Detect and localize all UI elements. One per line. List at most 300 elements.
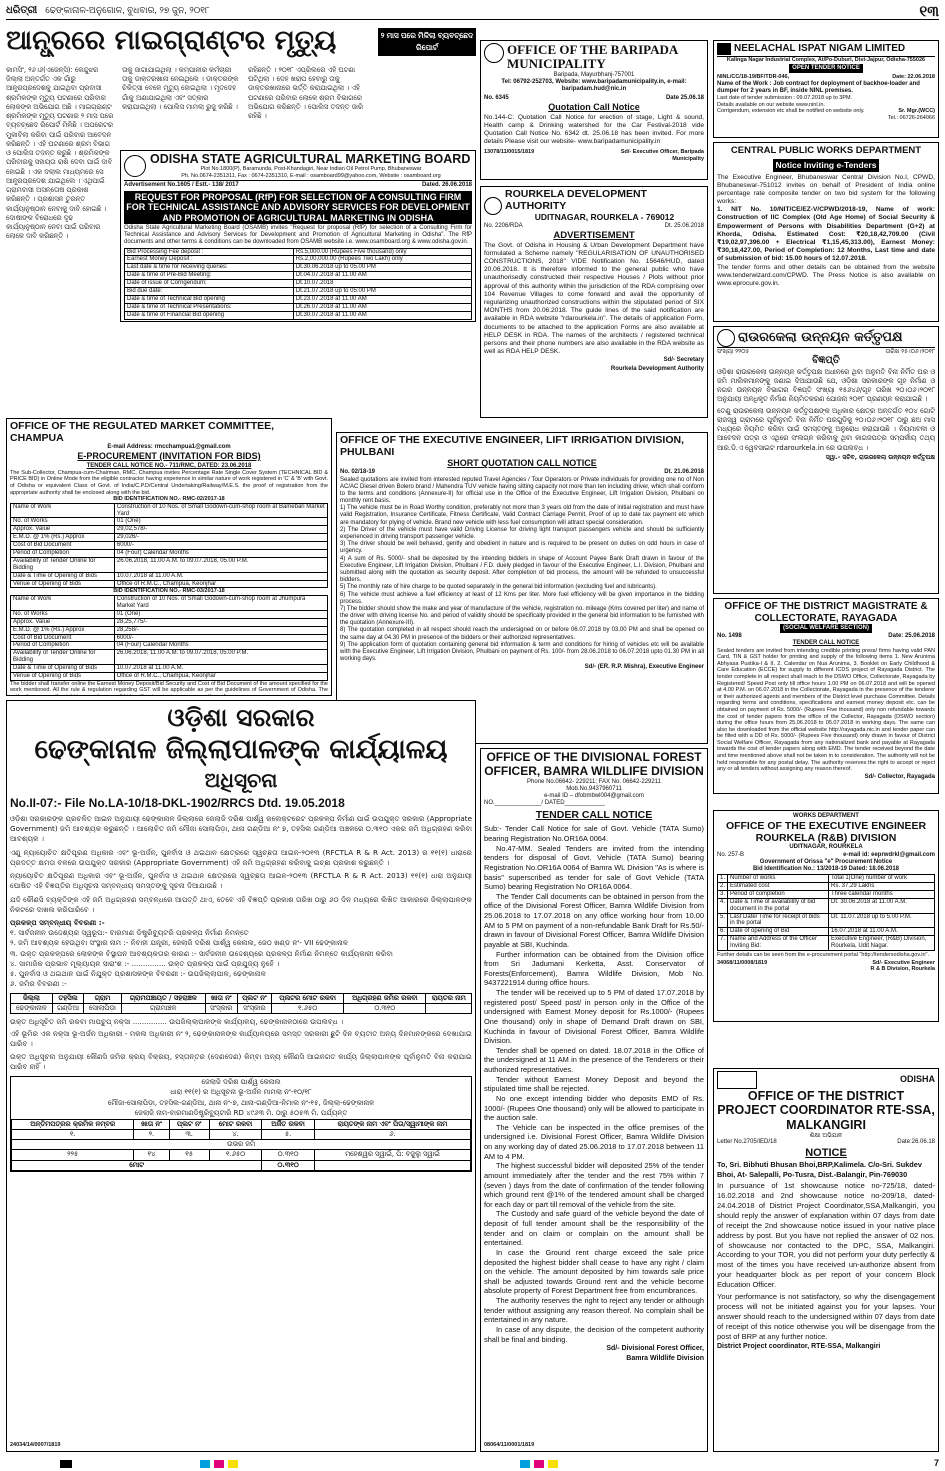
dkl-land-cell-0: ଢେଙ୍କାନାଳ xyxy=(11,1003,53,1013)
rmc-t2-row xyxy=(11,634,328,642)
dkl-land-head-7: ଅଧିଗ୍ରହଣ ଜମିର ରକବା xyxy=(344,993,426,1003)
osamb-table-row xyxy=(125,256,472,264)
rnb-bid: Bid Identification No.: 13/2018-19 Dated: 18.06.2018 xyxy=(752,865,900,872)
rnb-table-row xyxy=(718,898,935,913)
dkl-project-heading: ପ୍ରକଳ୍ପ ସମ୍ବନ୍ଧୀୟ ବିବରଣୀ :- xyxy=(10,917,105,927)
rmc-t1-cell-1: 29,02,578/- xyxy=(114,526,327,534)
rnb-table-row xyxy=(718,913,935,928)
dkl-land-cell-8 xyxy=(426,1003,472,1013)
rnb-table-cell-1: Last Date/ Time for receipt of bids in the portal xyxy=(728,913,829,928)
rmc-t1-row xyxy=(11,580,328,588)
rmc-t2-row xyxy=(11,618,328,626)
rmc-intro: The Sub-Collector, Champua-cum-Chairman, RMC, Champua invites Percentage Rate Single Cover System (TECHNICAL BID & PRICE BID) in Online Mode from the eligible contractor having experience in similar nature of work registered in 'C' & 'B' with Govt. of Odisha or equivalent Class of Govt. of India/C.P.D/Central Undertaking/Railway/M.E.S. the proof of registration from the appropriate authority shall be enclosed along with the bid. xyxy=(10,469,328,496)
rnb-table-cell-0: 4. xyxy=(718,898,728,913)
rnb-table-cell-0: 2. xyxy=(718,882,728,890)
rayagada-no: No. 1498 xyxy=(717,633,742,640)
bamra-paragraph: In case of any dispute, the decision of the competent authority shall be final and binding. xyxy=(484,1324,704,1344)
neelachal-title: NEELACHAL ISPAT NIGAM LIMITED xyxy=(734,43,906,54)
bamra-paragraph: No one except intending bidder who deposits EMD of Rs. 1000/- (Rupees One thousand) only will be allowed to participate in the auction sale. xyxy=(484,1093,704,1123)
lift-point: 3) The driver should be well behaved, gently and obedient in nature and is required to be present on duties on odd hours in case of urgency. xyxy=(340,541,704,555)
dkl-project-item: ୫. ପୁନର୍ବାସ ଓ ଥଇଥାନ ପାଇଁ ନିଯୁକ୍ତ ପ୍ରଶାସକଙ୍କ ବିବରଣୀ :- ଉପଜିଲ୍ଲାପାଳ, ଢେଙ୍କାନାଳ xyxy=(10,969,266,979)
rmc-t2-cell-0: Venue of Opening of Bids xyxy=(11,672,115,680)
rda-sign2: Rourkela Development Authority xyxy=(610,365,704,372)
rmc-t1-row xyxy=(11,534,328,542)
rayagada-sub: (SOCIAL WELFARE SECTION) xyxy=(780,624,872,633)
osamb-table-cell-0: Date & time of Technical Presentations: xyxy=(125,303,294,311)
lift-point: 4) A sum of Rs. 5000/- shall be deposited by the intending bidders in shape of Account Payee Bank Draft drawn in favour of the Executive Engineer, Lift Irrigation Division, Phulbani / F.D. duely pledged in favour of the Executive Engineer, L.I. Division, Phulbani and submitted along with the quotation as security deposit. After completion of bid process, the amount will be refunded to unsuccessful bidders. xyxy=(340,555,704,584)
rmc-t1-cell-1: 10.07.2018 at 11.00 A.M. xyxy=(114,572,327,580)
dkl-sched-sub: ଉଭର ଜମି xyxy=(12,1140,471,1150)
cpwd-notice-label: Notice Inviting e-Tenders xyxy=(773,159,880,172)
lift-point: 6) The vehicle must achieve a fuel efficiency at least of 12 Kms per liter. More fuel efficiency will be given importance in the bidding process. xyxy=(340,591,704,605)
paper-logo: ଧରିତ୍ରୀ xyxy=(6,4,38,16)
rmc-t2-row xyxy=(11,665,328,673)
rnb-table-row xyxy=(718,928,935,936)
dkl-para-3: ନ୍ୟାୟୋଚିତ କ୍ଷତିପୂରଣ ଅଧିକାର ଏବଂ ଭୂ-ଅର୍ଜନ, ପୁନର୍ବାସ ଓ ଥଇଥାନ କ୍ଷେତ୍ରରେ ସ୍ୱଚ୍ଛତା ଆଇନ-୨୦୧୩ (RFCTLA R & R Act. 2013) ୧୧(୧) ଧାରା ଅନୁଯାୟୀ ଘୋଷିତ ଏହି ବିଜ୍ଞପ୍ତିର ଅଧିସୂଚନା ସମ୍ବନ୍ଧୀୟ ସମସ୍ତଙ୍କୁ ସୂଚନା ଦିଆଯାଉଛି । xyxy=(10,871,472,891)
dkl-notice: ଅଧିସୂଚନା xyxy=(204,768,278,792)
rmc-t2-cell-0: Approx. Value xyxy=(11,618,115,626)
rnb-foot: Further details can be seen from the e-procurement portal "http://tendersodisha.gov.in". xyxy=(717,951,929,958)
baripada-notice xyxy=(480,40,708,180)
rnb-table-cell-2: Three calendar months xyxy=(829,890,935,898)
dkl-sched-head-0: ଅନ୍ତିମପତ୍ରର କ୍ରମିକ ନମ୍ବର xyxy=(12,1119,134,1129)
dkl-schedule xyxy=(10,1076,472,1172)
dkl-land-head-2: ଗ୍ରାମ xyxy=(84,993,121,1003)
neelachal-date: Date: 22.06.2018 xyxy=(892,74,935,81)
baripada-title: OFFICE OF THE BARIPADA MUNICIPALITY xyxy=(507,42,678,72)
rmc-t1-cell-1: 29,026/- xyxy=(114,534,327,542)
rmc-email: E-mail Address: rmcchampua1@gmail.com xyxy=(107,444,231,451)
reg-cyan xyxy=(200,1460,210,1468)
rmc-t2-cell-0: Period of Completion xyxy=(11,642,115,650)
dkl-land-head-0: ଜିଲ୍ଲା xyxy=(11,993,53,1003)
color-registration-strip xyxy=(0,1458,945,1471)
osamb-address: Plot No.1800(P), Baramunda, Post-Khandagiri, Near Indian Oil Petrol Pump, Bhubaneswar xyxy=(200,166,422,173)
rkl-unnayan-notice xyxy=(713,326,939,594)
rnb-rourkela-notice xyxy=(713,810,939,1022)
neelachal-corr: Corrigendum, extension etc shall be notified on website only. xyxy=(717,108,865,115)
osamb-dated: Dated. 26.06.2018 xyxy=(421,182,472,189)
rnb-table-row xyxy=(718,875,935,883)
rmc-t2-row xyxy=(11,672,328,680)
rmc-t1-row xyxy=(11,557,328,572)
dkl-sched-head-5: ରାୟତଙ୍କ ନାମ ଏବଂ ପିତା/ସ୍ୱାମୀଙ୍କ ନାମ xyxy=(314,1119,470,1129)
dkl-para-4: ଯଦି କୌଣସି ବ୍ୟକ୍ତିଙ୍କ ଏହି ଜମି ଅଧିଗ୍ରହଣ ସମ୍ବନ୍ଧରେ ଆପତ୍ତି ଥାଏ, ତେବେ ଏହି ବିଜ୍ଞପ୍ତି ପ୍ରକାଶ ତାରିଖ ଠାରୁ ୬୦ ଦିନ ମଧ୍ୟରେ ଲିଖିତ ଆକାରରେ ଜିଲ୍ଲାପାଳଙ୍କ ନିକଟରେ ଦାଖଲ କରିପାରିବେ । xyxy=(10,894,472,914)
lift-date: Dt. 21.06.2018 xyxy=(664,469,704,476)
dkl-sched-h2: ଧାରା ୧୧(୧) ର ଅଧିସୂଚନା ଭୂ-ଅର୍ଜନ ମାମଲା ନଂ-୧୦/୧୮ xyxy=(170,1088,312,1097)
rmc-t2-row xyxy=(11,642,328,650)
rnb-table-cell-2: Dt. 30.06.2018 at 11.00 A.M. xyxy=(829,898,935,913)
rmc-t2-cell-0: Availability of Tender Online for Bidding xyxy=(11,650,115,665)
rnb-table-cell-0: 3. xyxy=(718,890,728,898)
dkl-land-cell-4: ସଂସ୍କାର xyxy=(205,1003,237,1013)
osamb-table-cell-0: Date & time of Financial Bid opening xyxy=(125,311,294,319)
dkl-sched-h3: ମୌଜା-ସୋଲାପିଡ଼ା, ତହସିଲ-ଗଣ୍ଡିଆ, ଥାନା ନଂ-୭, ଥାନା-ଗଣ୍ଡିଆ-ନିମାଲ ନଂ-୧୫, ଜିଲ୍ଲା-ଢେଙ୍କାନାଳ xyxy=(107,1098,375,1107)
malk-letter: Letter No.2705/IED/18 xyxy=(717,1139,777,1146)
baripada-body: No.144-C: Quotation Call Notice for erection of stage, Light & sound, Health camp & Drinking watershed for the Car Festival-2018 vide Quotation Call Notice No. 6342 dt. 25.06.18 has been invited. For more details Please visit our website- www.baripadamunicipality.in xyxy=(484,113,704,146)
rmc-t2-cell-1: 01 (One) xyxy=(114,610,327,618)
dkl-sched-idx-5: ୬. xyxy=(314,1130,470,1140)
rda-sign1: Sd/- Secretary xyxy=(663,357,704,364)
rmc-t1-cell-0: Date & Time of Opening of Bids xyxy=(11,572,115,580)
rmc-t1-row xyxy=(11,503,328,518)
rkl-no: ସଂଖ୍ୟା ୨୨୦୫ xyxy=(717,348,750,355)
osamb-table-row xyxy=(125,264,472,272)
rnb-table-row xyxy=(718,936,935,951)
rmc-t1-cell-0: Venue of Opening of Bids xyxy=(11,580,115,588)
lift-irrigation-notice xyxy=(336,432,708,744)
dkl-para-2: ଏଣୁ ନ୍ୟାୟୋଚିତ କ୍ଷତିପୂରଣ ଅଧିକାର ଏବଂ ଭୂ-ଅର୍ଜନ, ପୁନର୍ବାସ ଓ ଥଇଥାନ କ୍ଷେତ୍ରରେ ସ୍ୱଚ୍ଛତା ଆଇନ-୨୦୧୩ (RFCTLA R & R Act. 2013) ର ୧୧(୧) ଧାରାରେ ପ୍ରଦତ୍ତ କ୍ଷମତା ବଳରେ ଉପଯୁକ୍ତ ସରକାର (Appropriate Government) ଏହି ଜମି ଅଧିଗ୍ରହଣ କରିବାକୁ ଇଚ୍ଛା ପ୍ରକାଶ କରୁଛନ୍ତି । xyxy=(10,847,472,867)
malk-motto: ଶିକ୍ଷା ଅଭିଯାନ xyxy=(809,1132,843,1140)
lift-intro: Sealed quotations are invited from interested reputed Travel Agencies / Tour Operators or Private individuals for providing one no of Non AC/AC Diesel driven Bolero brand / Mahendra TUV vehicle having sitting capacity not more than ten including driver, which shall conform to the terms and conditions (Annexure-II) for official use in the Office of the Executive Engineer, Lift Irrigation Division, Phulbani on monthly rent basis. xyxy=(340,476,704,505)
rmc-t1-cell-1: 26.06.2018, 11.00 A.M. to 09.07.2018, 05.00 P.M. xyxy=(114,557,327,572)
dkl-sched-head-4: ଅର୍ଜିତ ରକବା xyxy=(262,1119,315,1129)
rda-body: The Govt. of Odisha in Housing & Urban Development Department have formulated a Scheme namely "REGULARISATION OF UNAUTHORISED CONSTRUCTIONS, 2018" VIDE Notification No. 15646/HUD, dated 20.06.2018. It is therefore informed to the general public who have unauthorisedly constructed their respective Houses / Plots without prior approval of this authority within the jurisdiction of the RDA comprising over 104 Revenue Villages to come forward and avail the opportunity of regularizing unauthorized constructions within the stipulated period of SIX MONTHS from 20.06.2018. The guide lines of the said notification are available in RDA website "rdarourkela.in". The details of application Form, documents to be attached to the application Forms are also available at HELP DESK in RDA. The names of the architects / registered technical persons and their phone numbers are also available in the RDA website as well as RDA HELP DESK. xyxy=(484,241,704,356)
rda-advertisement xyxy=(480,186,708,418)
rnb-table-cell-0: 6. xyxy=(718,928,728,936)
news-column-3: ରହିଛନ୍ତି । ୨୦୧୮ ଏପ୍ରିଲରେ ଏହି ଘଟଣା ଘଟିଥିଲା । ଦେହ ଖରାପ ହେବାରୁ ତାକୁ ଡାକ୍ତରଖାନାରେ ଭର୍ତ୍ତି କରାଯାଇଥିଲା । ଏହି ଘଟଣାରେ ପରିବାର ଲୋକେ ଶ୍ରମ ବିଭାଗରେ ଅଭିଯୋଗ କରିଛନ୍ତି । ପୋଲିସ ତଦନ୍ତ ଜାରି ରହିଛି । xyxy=(248,66,364,121)
baripada-no: No. 6345 xyxy=(484,95,509,102)
osamb-table-cell-1: Dt.30.06.2018 up to 05.00 PM xyxy=(293,264,471,272)
osamb-table-row xyxy=(125,303,472,311)
rmc-t1-cell-0: Availability of Tender Online for Bidding xyxy=(11,557,115,572)
malk-sign: District Project coordinator, RTE-SSA, Malkangiri xyxy=(717,1343,881,1351)
malk-body2: Your performance is not satisfactory, so why the disengagement process will not be initiated against you for your lapses. Your answer should reach to the undersigned within 07 days from date of receipt of this notice otherwise you will be disengage from the post of BRP at any further notice. xyxy=(717,1292,935,1341)
osamb-table-cell-0: Bid due date: xyxy=(125,288,294,296)
dkl-para-6: ଏହି ଭୂମିର ଏକ ନକ୍ସା ଭୂ-ଅର୍ଜନ ଅଧିକାରୀ - ମକଲ ଅଧିକାରୀ ନଂ ୨, ଢେଙ୍କାନାଳଙ୍କ କାର୍ଯ୍ୟାଳୟରେ ସମସ୍ତ ସରକାରୀ ଛୁଟି ଦିନ ବ୍ୟତୀତ ଅନ୍ୟ ଦିନମାନଙ୍କରେ ଦେଖାଯାଇ ପାରିବ । xyxy=(10,1029,472,1049)
dkl-sched-h4: ଜେଲାଜି ନାମ-ବାରମାଣଡିଷ୍ଟ୍ରିବ୍ୟୁଟାରି RD ୪୯୬୩ ମି. ଠାରୁ ୫୦୫୩ ମି. ପର୍ଯ୍ୟନ୍ତ xyxy=(134,1109,348,1118)
rmc-foot: The bidder shall transfer online the Earnest Money Deposit/Bid Security and Cost of Bid Document of the amount specified for the work mentioned. All the rule & regulation regarding GST will be applicable as per the guidelines of Government of Odisha. The xyxy=(10,680,328,694)
rnb-table-cell-1: Name and Address of the Officer Inviting Bid: xyxy=(728,936,829,951)
rkl-sign: ସ୍ୱା.- ସଚିବ, ରାଉରକେଲା ଉନ୍ନୟନ କର୍ତ୍ତୃପକ୍ଷ xyxy=(825,453,935,461)
rmc-t2-cell-1: Office of R.M.C., Champua, Keonjhar xyxy=(114,672,327,680)
bamra-title: OFFICE OF THE DIVISIONAL FOREST OFFICER, BAMRA WILDLIFE DIVISION xyxy=(484,750,704,778)
reg-magenta-2 xyxy=(534,1460,544,1468)
rmc-champua-notice xyxy=(6,418,332,696)
neelachal-work: Name of the Work : Job contract for deployment of backhoe-loader and dumper for 2 years in BF, inside NINL premises. xyxy=(717,80,920,95)
osamb-table-row xyxy=(125,295,472,303)
cpwd-body: The Executive Engineer, Bhubaneswar Central Division No.I, CPWD, Bhubaneswar-751012 invites on behalf of President of India online percentage rate composite tender on two bid system for the following works: xyxy=(717,173,935,206)
dkl-schedule-table xyxy=(11,1119,471,1171)
rnb-email: e-mail id: eeprwdrkl@gmail.com xyxy=(843,851,935,858)
dkl-para-1: ଓଡ଼ିଶା ସରକାରଙ୍କ ପ୍ରଚଳିତ ଆଇନ ଅନୁଯାୟୀ ଢେଙ୍କାନାଳ ଜିଲ୍ଲାରେ ଜେଲାଜି ଦରିଶ ପାର୍ଶ୍ୱ କଲେକ୍ଟରେଟ ପ୍ରକଳ୍ପ ନିର୍ମାଣ ପାଇଁ ଉପଯୁକ୍ତ ସରକାର (Appropriate Government) ଜମି ଆବଶ୍ୟକ କରୁଛନ୍ତି । ଆଲୋଚିତ ଜମି ମୌଜା ସୋଲାପିଡ଼ା, ଥାନା ଗଣ୍ଡିଆ ନଂ ୭, ତହସିଲ ଗଣ୍ଡିଆ ଅଞ୍ଚଳରେ ୦.୩୧୦ ଏକର ଜମି ଅଧିଗ୍ରହଣ କରିବା ଆବଶ୍ୟକ । xyxy=(10,814,472,844)
rmc-t1-cell-0: Approx. Value xyxy=(11,526,115,534)
rmc-t2-cell-0: Name of Work xyxy=(11,596,115,611)
news-headline: ଆନ୍ଧ୍ରରେ ମାଇଗ୍ରାଣ୍ଟର ମୃତ୍ୟୁ xyxy=(6,25,337,56)
osamb-table-cell-0: Last date & time for receiving queries: xyxy=(125,264,294,272)
bamra-paragraph: The Tender Call documents can be obtained in person from the office of the Divisional Forest Officer, Bamra Wildlife Division from 25.06.2018 to 17.07.2018 on any office working hour from 10.00 AM to 5 PM on payment of a non-refundable Bank Draft for Rs.50/- drawn in favour of Divisional Forest Officer, Bamra Wildlife Division payable at SBI, Kuchinda. xyxy=(484,891,704,949)
malk-date: Date:26.06.18 xyxy=(897,1139,935,1146)
dkl-project-item: ୪. ସାମାଜିକ ପ୍ରଭାବ ମୂଲ୍ୟାୟନ ସାରାଂଶ :- ............... ଉକ୍ତ ପ୍ରକଳ୍ପ ପାଇଁ ପ୍ରଯୁଜ୍ୟ ନୁହେଁ । xyxy=(10,958,280,968)
rkl-body1: ଓଡ଼ିଶା ରାଉରକେଲା ଉନ୍ନୟନ କର୍ତ୍ତୃପକ୍ଷ ଅଧୀନରେ ଥିବା ଅନୁମତି ବିନା ନିର୍ମିତ ଘର ଓ ଜମି ମାଲିକମାନଙ୍କୁ ଜଣାଇ ଦିଆଯାଉଛି ଯେ, ଓଡ଼ିଶା ସରକାରଙ୍କ ଗୃହ ନିର୍ମାଣ ଓ ନଗର ଉନ୍ନୟନ ବିଭାଗର ବିଜ୍ଞପ୍ତି ସଂଖ୍ୟା ୧୫୬୪୬/ଗୃହ ତାରିଖ ୨୦।୦୬।୨୦୧୮ ଅନୁଯାୟୀ ଅନଧିକୃତ ନିର୍ମାଣ ନିୟମିତକରଣ ଯୋଜନା ୨୦୧୮ ପ୍ରଣୟନ କରାଯାଇଛି । xyxy=(717,367,935,404)
osamb-table-row xyxy=(125,280,472,288)
rmc-t2-cell-1: 28,258/- xyxy=(114,626,327,634)
rmc-t2-cell-1: 28,25,775/- xyxy=(114,618,327,626)
bamra-paragraph: The authority reserves the right to reject any tender or although tender without assigning any reason thereof. No complain shall be entertained in any nature. xyxy=(484,1296,704,1325)
malk-heading: NOTICE xyxy=(805,1146,847,1159)
dkl-land-head-6: ପ୍ଲଟର ମୋଟ ରକବା xyxy=(272,993,344,1003)
rnb-table-row xyxy=(718,882,935,890)
dkl-project-item: ୨. ଜମି ଆବଶ୍ୟକ ହେଉଥିବା ସଂସ୍ଥାର ନାମ :- ନିବାହୀ ଯନ୍ତ୍ରୀ, ଜେଲାଜି ଦରିଶ ପାର୍ଶ୍ୱ କେନାଲ, ଜେଠ ଖଣ୍ଡ ନଂ- VII ଢେଙ୍କାନାଳ xyxy=(10,938,349,948)
rmc-t2-cell-1: 04 (Four) Calendar Months xyxy=(114,642,327,650)
dkl-para-5: ଉକ୍ତ ଅଧିସୂଚିତ ଜମି ରକବା ମାପଚୁପ୍ ନକ୍ସା ............... ଉପଜିଲ୍ଲାପାଳଙ୍କ କାର୍ଯ୍ୟାଳୟ, ଢେଙ୍କାନାଳଠାରେ ଉପଲବ୍ଧ । xyxy=(10,1016,344,1026)
rnb-table xyxy=(717,874,935,951)
dkl-land-table xyxy=(10,993,472,1014)
bamra-sign1: Sd/- Divisional Forest Officer, xyxy=(606,1345,704,1353)
rmc-t1-cell-0: Period of Completion xyxy=(11,550,115,558)
rmc-t2-cell-1: 10.07.2018 at 11.00 A.M. xyxy=(114,665,327,673)
rayagada-title: OFFICE OF THE DISTRICT MAGISTRATE & COLLECTORATE, RAYAGADA xyxy=(724,601,928,624)
rkl-body2: ତେଣୁ ରାଉରକେଲା ଉନ୍ନୟନ କର୍ତ୍ତୃପକ୍ଷଙ୍କ ଅଧିକାର କ୍ଷେତ୍ର ଅନ୍ତର୍ଗତ ୧୦୪ ଗୋଟି ରାଜସ୍ୱ ଗ୍ରାମରେ ପୂର୍ବାନୁମତି ବିନା ନିର୍ମିତ ଘରଗୁଡ଼ିକୁ ୨୦।୦୬।୨୦୧୮ ଠାରୁ ଛଅ ମାସ ମଧ୍ୟରେ ନିୟମିତ କରିବା ପାଇଁ ସମସ୍ତଙ୍କୁ ଅନୁରୋଧ କରାଯାଉଛି । ନିୟମାବଳୀ ଓ ଆବେଦନ ପତ୍ର ଓ ଏଥିରେ ସଂଲଗ୍ନ କରିବାକୁ ଥିବା କାଗଜପତ୍ର ସମ୍ପର୍କୀୟ ତଥ୍ୟ ଆର.ଡି.ଏ ୱେବସାଇଟ rdarourkela.in ରେ ଉପଲବ୍ଧ । xyxy=(717,406,935,452)
dkl-code: 24034/14/0007/1819 xyxy=(10,1442,61,1449)
dkl-land-head-8: ରାୟତର ନାମ xyxy=(426,993,472,1003)
dkl-sched-cell-5: ମହେଶ୍ୱର ସ୍ୱାଇଁ, ପି: ବଜୁଲୁ ସ୍ୱାଇଁ xyxy=(314,1150,470,1160)
osamb-table-cell-1: Dt.21.07.2018 up to 05:00 PM xyxy=(293,288,471,296)
rmc-title: OFFICE OF THE REGULATED MARKET COMMITTEE, CHAMPUA xyxy=(10,420,275,444)
osamb-table-cell-1: Dt.04.07.2018 at 11.00 AM xyxy=(293,272,471,280)
ssa-logo-icon xyxy=(717,1071,757,1089)
rmc-t1-row xyxy=(11,550,328,558)
reg-yellow-2 xyxy=(548,1460,558,1468)
osamb-adv-no: Advertisement No.1605 / Estt.- 138/ 2017 xyxy=(124,182,239,189)
news-column-1: କାମସିଂ, ୨୬।୬(ଏଜେନ୍ସି): କେନ୍ଦୁଝର ଜିଲ୍ଲା ଅନ୍ତର୍ଗତ ଏକ ଗାଁରୁ ଆନ୍ଧ୍ରପ୍ରଦେଶକୁ ଯାଇଥିବା ପ୍ରବାସୀ ଶ୍ରମିକଙ୍କ ମୃତ୍ୟୁ ଘଟଣାରେ ପରିବାର ଲୋକଙ୍କ ଅଭିଯୋଗ ଅଛି । ମାଇଗ୍ରାଣ୍ଟ ଶ୍ରମିକଙ୍କ ମୃତ୍ୟୁ ଘଟଣାର ୨ ମାସ ପରେ ବ୍ୟବଚ୍ଛେଦ ରିପୋର୍ଟ ମିଳିଛି । ଅପରେଟର ମୁକାବିଲା କରିବା ପାଇଁ ପରିବାର ଆବେଦନ କରିଛନ୍ତି । ଏହି ଘଟଣାରେ ଶ୍ରମ ବିଭାଗ ଓ ପୋଲିସ ତଦନ୍ତ କରୁଛି । ଶ୍ରମିକଙ୍କ ପରିବାରକୁ ସହାୟତା ରାଶି ଦେବା ପାଇଁ ଦାବି ହୋଇଛି । ଏକ ଦଲାଲ ମାଧ୍ୟମରେ ସେ ଆନ୍ଧ୍ରପ୍ରଦେଶ ଯାଇଥିଲେ । ଏଥିପାଇଁ ଗ୍ରାମବାସୀ ଅସନ୍ତୋଷ ପ୍ରକାଶ କରିଛନ୍ତି । ପ୍ରଶାସନ ତୁରନ୍ତ କାର୍ଯ୍ୟାନୁଷ୍ଠାନ ନେବାକୁ ଦାବି ହୋଇଛି । ଦୋଷୀଙ୍କ ବିରୋଧରେ ଦୃଢ କାର୍ଯ୍ୟାନୁଷ୍ଠାନ ନେବା ପାଇଁ ପରିବାର ଲୋକେ ଦାବି କରିଛନ୍ତି । xyxy=(6,66,114,241)
neelachal-details: Details available on our website www.ninl.in. xyxy=(717,101,825,108)
rmc-t1-cell-0: Name of Work xyxy=(11,503,115,518)
rnb-table-cell-0: 1. xyxy=(718,875,728,883)
lift-no: No. 02/18-19 xyxy=(340,469,376,476)
cpwd-title: CENTRAL PUBLIC WORKS DEPARTMENT xyxy=(730,145,922,156)
rayagada-notice xyxy=(713,598,939,794)
dkl-total-label: ମୋଟ xyxy=(12,1160,262,1170)
rmc-t2-row xyxy=(11,610,328,618)
page-mark: 7 xyxy=(933,1458,939,1468)
bamra-code: 08064/11/0001/1819 xyxy=(484,1442,535,1449)
reg-cyan-2 xyxy=(520,1460,530,1468)
osamb-table-row xyxy=(125,248,472,256)
neelachal-open-tender: OPEN TENDER NOTICE xyxy=(789,64,863,73)
rmc-t1-row xyxy=(11,572,328,580)
rkl-date: ତାରିଖ ୨୫।୦୬।୨୦୧୮ xyxy=(885,348,935,355)
osamb-table-cell-1: Dt.10.07.2018 xyxy=(293,280,471,288)
malk-body1: In pursuance of 1st showcause notice no-725/18, dated- 16.02.2018 and 2nd showcause notice no-209/18, dated- 24.04.2018 of District Project Coordinator,SSA,Malkangiri, you should reply the answer of explanation within 07 days from date of receipt the 2nd showcause notice issued in your native place address by post. But you have not replied the answer of 02 nos. of showcause nor contacted to the DPC, SSA, Malkangiri. According to your TOR, you did not perform your duty perfectly & most of the times you have received un-authorize absent from your headquarter block as per report of your concern Block Education Officer. xyxy=(717,1181,935,1290)
dkl-sched-idx-1: ୨. xyxy=(134,1130,169,1140)
rmc-bid1: BID IDENTIFICATION NO.- RMC-02/2017-18 xyxy=(113,496,225,503)
lift-heading: SHORT QUOTATION CALL NOTICE xyxy=(447,458,597,469)
rmc-t1-cell-0: Cost of Bid Document xyxy=(11,542,115,550)
rmc-t1-cell-0: E.M.D. @ 1% (Rs.) Approx xyxy=(11,534,115,542)
dkl-sched-h1: ଜେଲାଜି ଦରିଶ ପାର୍ଶ୍ୱ କେନାଲ xyxy=(201,1077,281,1086)
osamb-table-row xyxy=(125,311,472,319)
dkl-land-cell-7: ୦.୩୧୦ xyxy=(344,1003,426,1013)
dkl-project-items xyxy=(10,928,472,989)
osamb-logo-icon xyxy=(124,155,146,177)
rmc-t1-cell-1: Construction of 10 Nos. of Small Godown-cum-shop room at Bamebari Market Yard xyxy=(114,503,327,518)
osamb-table-cell-0: Date of issue of Corrigendum: xyxy=(125,280,294,288)
ninl-logo-icon xyxy=(717,43,731,55)
bamra-sub: Sub:- Tender Call Notice for sale of Govt. Vehicle (TATA Sumo) bearing Registration No.OR16A 0064. xyxy=(484,824,704,844)
dkl-sched-cell-1: ୧୪ xyxy=(134,1150,169,1160)
dkl-sched-idx-0: ୧. xyxy=(12,1130,134,1140)
dkl-land-cell-6: ୧.୬୫୦ xyxy=(272,1003,344,1013)
rmc-t1-cell-0: No. of Works xyxy=(11,518,115,526)
neelachal-notice xyxy=(713,40,939,138)
dkl-sched-head-1: ଖାତା ନଂ xyxy=(134,1119,169,1129)
rda-address: UDITNAGAR, ROURKELA - 769012 xyxy=(534,212,675,223)
rnb-table-cell-1: Estimated cost xyxy=(728,882,829,890)
cpwd-item: 1. NIT No. 10/NIT/CE/EZ-V/CPWD/2018-19, Name of work: Construction of IIC Complex (Old Age Home) of Social Security & Empowerment of Persons with Disabilities Department (G+2) at Khorda, Odisha. Estimated Cost: ₹20,18,42,709.00 (Civil ₹19,02,97,396.00 + Electrical ₹1,15,45,313.00), Earnest Money: ₹30,18,427.00, Period of Completion: 12 Months, Last time and date of submission of bid: 15.00 hours of 12.07.2018. xyxy=(717,206,935,263)
rkl-heading: ବିଜ୍ଞପ୍ତି xyxy=(812,355,840,367)
rnb-sign1: Sd/- Executive Engineer xyxy=(872,959,935,966)
baripada-sign: Sd/- Executive Officer, Baripada Municipality xyxy=(620,149,704,162)
rnb-table-cell-1: Period of completion xyxy=(728,890,829,898)
rkl-logo-icon xyxy=(717,329,735,347)
lift-points-list xyxy=(340,505,704,663)
news-headline-block xyxy=(6,24,476,64)
dkl-land-cell-2: ସୋଲାପିଡ଼ା xyxy=(84,1003,121,1013)
osamb-body: Odisha State Agricultural Marketing Board (OSAMB) invites "Request for proposal (RfP) for selection of a Consulting Firm for Technical Assistance and Advisory Services for Development and Promotion of Agricultural Marketing in Odisha". The RfP documents and other terms & conditions can be downloaded from OSAMB website i.e. www.osamboard.org & www.odisha.gov.in. xyxy=(124,225,472,246)
osamb-contact: Ph. No.0674-2351311, Fax : 0674-2351310, E-mail : osamboard99@yahoo.com, Website : osamboard.org xyxy=(181,172,441,179)
bamra-paragraph: Tender without Earnest Money Deposit and beyond the stipulated time shall be rejected. xyxy=(484,1074,704,1094)
rnb-table-cell-2: Dt. 11.07.2018 up to 5.00 P.M. xyxy=(829,913,935,928)
rnb-table-cell-2: Executive Engineer, (R&B) Division, Rourkela, Udit Nagar. xyxy=(829,936,935,951)
osamb-table-cell-1: Dt.30.07.2018 at 11.00 AM xyxy=(293,311,471,319)
cpwd-foot: The tender forms and other details can be obtained from the website www.tenderwizard.com/CPWD. The Press Notice is also available on www.eprocure.gov.in. xyxy=(717,263,935,287)
rmc-table-1 xyxy=(10,503,328,589)
neelachal-last: Last date of tender submission : 09.07.2018 up to 3PM. xyxy=(717,95,853,102)
bamra-paragraph: The Vehicle can be inspected in the office premises of the undersigned i.e. Divisional Forest Officer, Bamra Wildlife Division on any working day of dated 25.06.2018 to 17.07.2018 between 11 AM to 4 PM. xyxy=(484,1122,704,1161)
rnb-sign2: R & B Division, Rourkela xyxy=(870,966,935,973)
rayagada-date: Date: 25.06.2018 xyxy=(888,633,935,640)
osamb-title: ODISHA STATE AGRICULTURAL MARKETING BOARD xyxy=(150,152,471,166)
dkl-sched-idx-4: ୫. xyxy=(262,1130,315,1140)
osamb-table-cell-1: Dt.23.07.2018 at 11.00 AM xyxy=(293,295,471,303)
bamra-notice xyxy=(480,748,708,1452)
rmc-t1-cell-1: 6000/- xyxy=(114,542,327,550)
lift-sign: Sd/- (ER. R.P. Mishra), Executive Engineer xyxy=(584,664,704,671)
dkl-land-head-3: ଗ୍ରାମପଞ୍ଚାୟତ / ସହରାଞ୍ଚଳ xyxy=(121,993,205,1003)
reg-mark xyxy=(60,1460,72,1468)
rnb-table-cell-1: Date & Time of availability of bid document in the portal xyxy=(728,898,829,913)
lift-point: 7) The bidder should show the make and year of manufacture of the vehicle, registration no. mileage (Kms covered per liter) and name of the driver with driving license No. and period of validity should be specifically provided in the general bid information to be furnished with the quotation (Annexure-III). xyxy=(340,605,704,627)
dkl-land-head-4: ଖାତା ନଂ xyxy=(205,993,237,1003)
dhenkanal-notification xyxy=(6,700,476,1452)
rnb-code: 34068/11/0008/1819 xyxy=(717,959,768,966)
dkl-sched-cell-2: ୧୫ xyxy=(169,1150,209,1160)
neelachal-tel: Tel.: 06726-264066 xyxy=(887,115,935,122)
bamra-sign2: Bamra Wildlife Division xyxy=(626,1354,704,1362)
rmc-t1-cell-1: 04 (Four) Calendar Months xyxy=(114,550,327,558)
rmc-t2-cell-1: 6000/- xyxy=(114,634,327,642)
rnb-table-cell-0: 7. xyxy=(718,936,728,951)
osamb-table-cell-0: Date & time of Pre-Bid Meeting: xyxy=(125,272,294,280)
dkl-land-head-1: ତହସିଲ xyxy=(52,993,84,1003)
dkl-sched-cell-3: ୧.୬୫୦ xyxy=(209,1150,261,1160)
osamb-advertisement xyxy=(120,150,476,322)
baripada-heading: Quotation Call Notice xyxy=(548,102,640,113)
rmc-bid2: BID IDENTIFICATION NO.- RMC-03/2017-18 xyxy=(113,588,225,595)
dkl-land-head-5: ପ୍ଲଟ ନଂ xyxy=(237,993,271,1003)
bamra-phone: Phone No.06642- 229211; FAX No. 06642-229211 xyxy=(527,778,661,785)
bamra-paragraph: The highest successful bidder will deposited 25% of the tender amount immediately after the tender and the rest 75% within 7 (seven ) days from the date of confirmation of the tender following which ground rent @1% of the tendered amount shall be charged for each day or part till removal of the vehicle from the site. xyxy=(484,1161,704,1209)
rmc-t1-row xyxy=(11,518,328,526)
lift-point: 2) The Driver of the vehicle must have valid Driving License for driving light transport passengers vehicle and should be sufficiently experienced in driving transport passenger vehicle. xyxy=(340,526,704,541)
rnb-no: No. 257-B xyxy=(717,851,745,858)
osamb-table-cell-1: Rs.2,00,000.00 (Rupees Two Lakh) only xyxy=(293,256,471,264)
rnb-table-cell-2: Rs. 37.29 Lakhs xyxy=(829,882,935,890)
odisha-logo-text: ODISHA xyxy=(899,1074,935,1085)
rnb-table-cell-2: Total 1(One) number of work xyxy=(829,875,935,883)
rda-date: Dt. 25.06.2018 xyxy=(664,222,704,229)
rnb-title: OFFICE OF THE EXECUTIVE ENGINEER ROURKELA (R&B) DIVISION xyxy=(725,820,927,845)
dkl-project-item: ୩. ଉକ୍ତ ପ୍ରକଳ୍ପରେ ଲୋକଙ୍କ ବିସ୍ଥାପନ ଆବଶ୍ୟକତାର କାରଣ :- ସାର୍ବଜନୀନ ଉଦ୍ଦେଶ୍ୟରେ ପ୍ରକଳ୍ପ ନିର୍ମାଣ ନିମନ୍ତେ କାର୍ଯ୍ୟକାରୀ କରିବା xyxy=(10,948,393,958)
osamb-rfp-banner: REQUEST FOR PROPOSAL (RfP) FOR SELECTION OF A CONSULTING FIRM FOR TECHNICAL ASSISTANCE AND ADVISORY SERVICES FOR DEVELOPMENT AND PROMOTION OF AGRICULTURAL MARKETING IN ODISHA xyxy=(124,191,472,225)
rayagada-heading: TENDER CALL NOTICE xyxy=(792,640,860,647)
osamb-table-row xyxy=(125,288,472,296)
cpwd-notice xyxy=(713,142,939,322)
bamra-paragraphs xyxy=(484,844,704,1345)
bamra-heading: TENDER CALL NOTICE xyxy=(535,809,653,822)
reg-yellow xyxy=(228,1460,238,1468)
dkl-project-item: ୧. ସାର୍ବଜନୀନ ଉଦ୍ଦେଶ୍ୟର ସ୍ୱରୂପ:- ବାରମାଣ ଡିଷ୍ଟ୍ରିବ୍ୟୁଟରି ପ୍ରକଳ୍ପ ନିର୍ମାଣ ନିମନ୍ତେ xyxy=(10,928,249,938)
rmc-table-2 xyxy=(10,595,328,681)
bamra-mob: Mob.No.9437960711 xyxy=(566,785,622,792)
page-number: ୧୩ xyxy=(919,1,939,20)
bamra-email: e-mail ID – dfobmbwl004@gmail.com xyxy=(544,792,644,799)
rda-title: ROURKELA DEVELOPMENT AUTHORITY xyxy=(505,188,647,212)
malk-to: To, Sri. Bibhuti Bhusan Bhoi,BRP,Kalimela. C/o-Sri. Sukdev Bhoi, At- Salepalli, Po-Tusra, Dist.-Balangir, Pin-769030 xyxy=(717,1160,922,1179)
bamra-paragraph: The tender will be received up to 5 PM of dated 17.07.2018 by registered post/ Speed post/ in person only in the Office of the undersigned with Earnest Money deposit for Rs.1000/- (Rupees One thousand) only in shape of Demand Draft drawn on SBI, Kuchinda in favour of Divisional Forest Officer, Bamra Wildlife Division. xyxy=(484,988,704,1046)
rda-logo-icon xyxy=(484,197,502,215)
rnb-table-cell-0: 5. xyxy=(718,913,728,928)
lift-point: 8) The quotation completed in all respect should reach the undersigned on or before 06.07.2018 by 03.00 PM and shall be opened on the same day at 04.30 PM in presence of the bidders or their authorized representatives. xyxy=(340,627,704,641)
rmc-t2-row xyxy=(11,650,328,665)
bamra-paragraph: The Custody and safe guard of the vehicle beyond the date of deposit of full tender amount shall be the responsibility of the tender and on claim or complain on the amount shall be entertained. xyxy=(484,1209,704,1248)
osamb-schedule-table xyxy=(124,248,472,320)
neelachal-ref: NINL/CC/18-19/BF/TDR-046, xyxy=(717,74,790,81)
rmc-t2-cell-0: E.M.D. @ 1% (Rs.) Approx xyxy=(11,626,115,634)
dateline: ଢେଙ୍କାନାଳ-ଅନୁଗୋଳ, ବୁଧବାର, ୨୭ ଜୁନ, ୨୦୧୮ xyxy=(45,5,210,16)
rnb-gov: Government of Orissa "e" Procurement Notice xyxy=(759,858,893,865)
rmc-t1-row xyxy=(11,526,328,534)
baripada-address: Baripada, Mayurbhanj-757001 xyxy=(553,71,635,78)
rmc-t1-cell-1: Office of R.M.C., Champua, Keonjhar xyxy=(114,580,327,588)
baripada-emblem-icon xyxy=(484,43,504,63)
rnb-table-cell-1: Number of works xyxy=(728,875,829,883)
malkangiri-notice xyxy=(713,1068,939,1452)
lift-point: 1) The vehicle must be in Road Worthy condition, preferably not more than 3 years old from the date of initial registration and must have valid Registration, Insurance Certificate, Fitness Certificate, Valid Contract Carriage Permit, Proof of up to date tax payment etc which are mandatory for plying of vehicle. Brand new vehicle with less fuel consumption will attract special consideration. xyxy=(340,505,704,526)
dkl-sched-idx-3: ୪. xyxy=(209,1130,261,1140)
neelachal-sign: Sr. Mgr.(WCC) xyxy=(898,108,935,115)
page-header xyxy=(6,3,939,20)
lift-title: OFFICE OF THE EXECUTIVE ENGINEER, LIFT IRRIGATION DIVISION, PHULBANI xyxy=(340,434,684,458)
rnb-address: UDITNAGAR, ROURKELA xyxy=(789,844,863,851)
osamb-table-cell-0: Earnest Money Deposit : xyxy=(125,256,294,264)
osamb-table-cell-1: Rs.5,000.00 (Rupees Five thousand) only xyxy=(293,248,471,256)
osamb-table-cell-0: Bid Processing Fee deposit : xyxy=(125,248,294,256)
osamb-table-cell-1: Dt.26.07.2018 at 11.00 AM xyxy=(293,303,471,311)
baripada-code: 13078/11/0015/1819 xyxy=(484,149,535,156)
malk-title: OFFICE OF THE DISTRICT PROJECT COORDINATOR RTE-SSA, MALKANGIRI xyxy=(717,1089,935,1132)
rayagada-body: Sealed tenders are invited from intending credible printing press/ firms having valid PAN Card, TIN & GST holder for printing and supply of the following items 1. New Arunima Abhyasa Pustika-I & II, 2. Calendar on Nua Arunima, 3. Booklet on Early Childhood & Care Education (ECCE) for supply to different ICDS project of Rayagada District. The tender complete in all respect shall reach to the DSWO Office, Collectorate, Rayagada by Registered/ Speed Post only till office hours 1.00 PM on 06.07.2018 and will be opened at 4.00 P.M. on 06.07.2018 in the Collectorate, Rayagada in the presence of the tenderer or their authorized agents and members of the District level purchase Committee. Details regarding terms and conditions, specifications and earnest money deposit etc. can be obtained on payment of Rs. 5000/- (Rupees Five thousand) only non refundable towards the cost of tender papers from the office of the Collector, Rayagada (DSWO section) during the office hours from 25.06.2018 to 05.07.2018 in working days. The same can also be downloaded from the official website http://rayagada.nic.in and tender paper can be filled with a DD of Rs. 5000/- (Rupees Five thousand) only drawn in favour of District Social Welfare Officer, Rayagada from any nationalized bank and payable at Rayagada towards the cost of tender papers along with EMD. The tender received beyond the date and time mentioned above shall not be taken in to consideration. The authority will not be held responsible for any postal delay. The authority reserves the right to accept or reject any or all tenders without assigning any reason thereof. xyxy=(717,647,935,773)
dkl-govt: ଓଡ଼ିଶା ସରକାର xyxy=(167,703,315,732)
neelachal-sub: Kalinga Nagar Industrial Complex, At/Po-Duburi, Dist-Jajpur, Odisha-755026 xyxy=(726,56,926,63)
rnb-dept: WORKS DEPARTMENT xyxy=(793,813,859,819)
rmc-t2-row xyxy=(11,626,328,634)
reg-magenta xyxy=(214,1460,224,1468)
dkl-fileno: No.II-07:- File No.LA-10/18-DKL-1902/RRCS Dtd. 19.05.2018 xyxy=(10,796,345,810)
rmc-t2-cell-0: No. of Works xyxy=(11,610,115,618)
rkl-title: ରାଉରକେଲା ଉନ୍ନୟନ କର୍ତ୍ତୃପକ୍ଷ xyxy=(738,329,903,345)
